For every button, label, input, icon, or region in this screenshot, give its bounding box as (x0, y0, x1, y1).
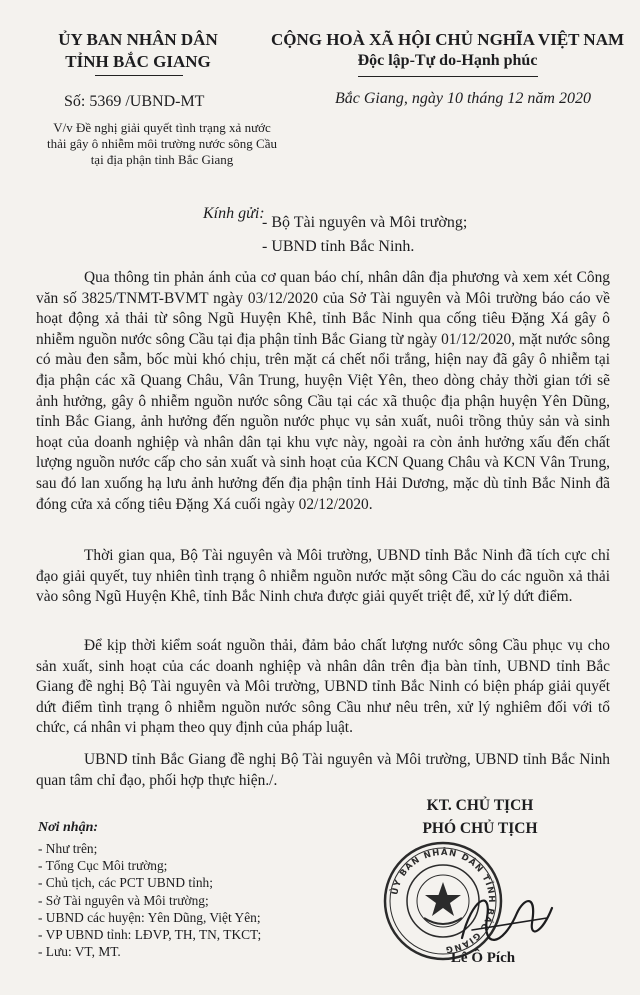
national-motto: Độc lập-Tự do-Hạnh phúc (357, 52, 538, 69)
org-underline (95, 75, 183, 76)
distribution-item: - Sở Tài nguyên và Môi trường; (38, 892, 209, 908)
document-number: Số: 5369 /UBND-MT (64, 93, 205, 110)
signer-name: Lê Ô Pích (450, 950, 516, 966)
issuing-org-line2: TỈNH BẮC GIANG (65, 52, 211, 71)
paragraph-text: Qua thông tin phản ánh của cơ quan báo chí, nhân dân địa phương và xem xét Công văn số 3825/TNMT-BVMT ngày 03/12/2020 của Sở Tài nguyên và Môi trường báo cáo về hoạt động xả thải từ sông Ngũ Huyện Khê, tỉnh Bắc Ninh qua cống tiêu Đặng Xá gây ô nhiễm nguồn nước sông Cầu tại địa phận tỉnh Bắc Giang từ ngày 01/12/2020, mặt nước sông có màu đen sẫm, bốc mùi khó chịu, trên mặt cá chết nổi trắng, hiện nay đã gây ô nhiễm tại địa phận các xã Quang Châu, Vân Trung, huyện Việt Yên, theo dòng chảy thời gian tới sẽ ảnh hưởng, gây ô nhiễm nguồn nước sông Cầu tại các xã thuộc địa phận huyện Yên Dũng, tỉnh Bắc Giang, ảnh hưởng đến nguồn nước phục vụ sản xuất, nuôi trồng thủy sản và sinh hoạt của doanh nghiệp và nhân dân tại khu vực này, ngoài ra còn ảnh hưởng xấu đến chất lượng nguồn nước cấp cho sản xuất và sinh hoạt của KCN Quang Châu và KCN Vân Trung, sau đó lan xuống hạ lưu ảnh hưởng đến địa phận tỉnh Hải Dương, mặc dù tỉnh Bắc Ninh đã đóng cửa xả cống tiêu Đặng Xá cuối ngày 02/12/2020. (36, 269, 610, 513)
distribution-item: - Như trên; (38, 841, 98, 856)
signer-title-line1: KT. CHỦ TỊCH (426, 797, 534, 814)
paragraph-text: Thời gian qua, Bộ Tài nguyên và Môi trường, UBND tỉnh Bắc Ninh đã tích cực chỉ đạo giải quyết, tuy nhiên tình trạng ô nhiễm nguồn nước mặt sông Cầu do các nguồn xả thải vào sông Ngũ Huyện Khê, tỉnh Bắc Ninh chưa được giải quyết triệt để, xử lý dứt điểm. (36, 547, 610, 606)
addressee-label: Kính gửi: (203, 205, 265, 222)
seal-text: ỦY BAN NHÂN DÂN TỈNH BẮC GIANG (390, 847, 497, 955)
distribution-item: - VP UBND tỉnh: LĐVP, TH, TN, TKCT; (38, 927, 262, 943)
motto-underline (358, 76, 538, 77)
signer-title-line2: PHÓ CHỦ TỊCH (422, 820, 538, 837)
distribution-item: - Tổng Cục Môi trường; (38, 858, 168, 874)
body-paragraph-1 (36, 268, 610, 515)
national-title: CỘNG HOÀ XÃ HỘI CHỦ NGHĨA VIỆT NAM (270, 30, 625, 49)
body-paragraph-3 (36, 636, 610, 739)
issuing-org-line1: ỦY BAN NHÂN DÂN (58, 30, 218, 49)
distribution-item: - UBND các huyện: Yên Dũng, Việt Yên; (38, 909, 261, 925)
paragraph-text: UBND tỉnh Bắc Giang đề nghị Bộ Tài nguyên và Môi trường, UBND tỉnh Bắc Ninh quan tâm chỉ đạo, phối hợp thực hiện./. (36, 751, 610, 789)
body-paragraph-4 (36, 750, 610, 791)
subject-line: V/v Đề nghị giải quyết tình trạng xả nước thải gây ô nhiễm môi trường nước sông Cầu tại địa phận tỉnh Bắc Giang (46, 120, 278, 167)
body-paragraph-2 (36, 546, 610, 608)
distribution-item: - Lưu: VT, MT. (38, 944, 121, 960)
distribution-title: Nơi nhận: (38, 820, 99, 835)
place-date: Bắc Giang, ngày 10 tháng 12 năm 2020 (335, 90, 591, 107)
addressee-item: - UBND tỉnh Bắc Ninh. (262, 238, 415, 255)
paragraph-text: Để kịp thời kiểm soát nguồn thải, đảm bảo chất lượng nước sông Cầu phục vụ cho sản xuất, sinh hoạt của các doanh nghiệp và nhân dân trên địa bàn tỉnh, UBND tỉnh Bắc Giang đề nghị Bộ Tài nguyên và Môi trường, UBND tỉnh Bắc Ninh có biện pháp giải quyết dứt điểm tình trạng ô nhiễm nguồn nước sông Cầu như nêu trên, xử lý nghiêm đối với tổ chức, cá nhân vi phạm theo quy định của pháp luật. (36, 637, 610, 737)
distribution-item: - Chủ tịch, các PCT UBND tỉnh; (38, 875, 213, 891)
handwritten-signature (442, 878, 572, 958)
distribution-list (38, 840, 261, 960)
addressee-item: - Bộ Tài nguyên và Môi trường; (262, 214, 468, 231)
